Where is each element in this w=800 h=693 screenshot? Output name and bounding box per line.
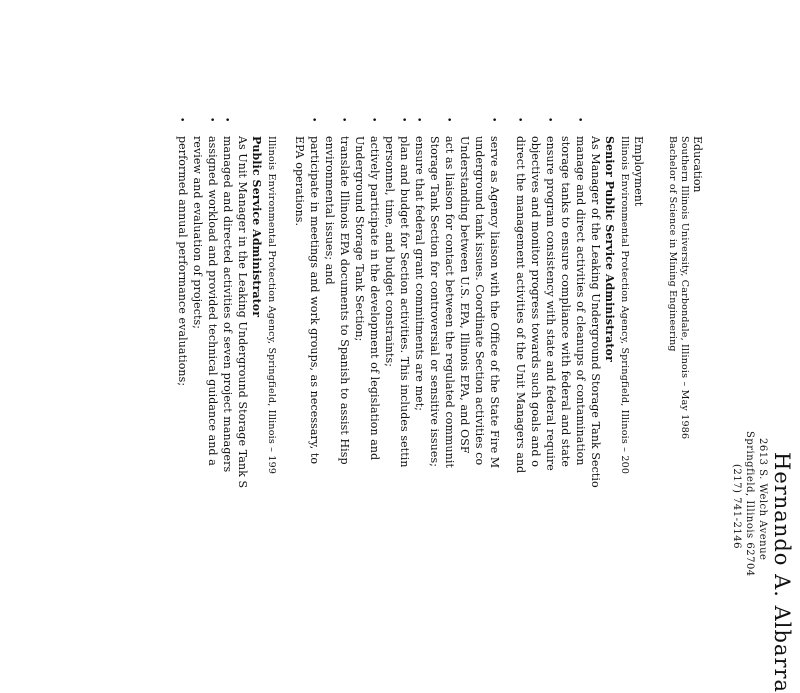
- job1-item-1: manage and direct activities of cleanups of contamination: [574, 136, 587, 466]
- job1-item-8: actively participate in the development of legislation and: [368, 136, 381, 461]
- job2-item-2b: review and evaluation of projects;: [191, 136, 204, 330]
- address-city: Springfield, Illinois 62704: [744, 431, 755, 577]
- job1-summary: As Manager of the Leaking Underground Storage Tank Sectio: [589, 136, 602, 488]
- job2-employer: Illinois Environmental Protection Agency, Springfield, Illinois – 199: [266, 136, 277, 475]
- phone-number: (217) 741-2146: [731, 464, 742, 549]
- job1-bullet-6: •: [413, 117, 423, 123]
- job2-item-1: managed and directed activities of seven project managers: [221, 136, 234, 473]
- job1-item-4c: Understanding between U.S. EPA, Illinois EPA, and OSF: [458, 136, 471, 454]
- job1-item-9b: environmental issues; and: [323, 136, 336, 285]
- job1-item-4: serve as Agency liaison with the Office of the State Fire M: [488, 136, 501, 469]
- job2-bullet-2: •: [206, 117, 216, 123]
- job1-item-5b: Storage Tank Section for controversial or sensitive issues;: [428, 136, 441, 468]
- education-school: Southern Illinois University, Carbondale, Illinois – May 1986: [679, 136, 690, 440]
- job2-item-3: performed annual performance evaluations;: [176, 136, 189, 387]
- education-heading: Education: [691, 136, 704, 193]
- job1-bullet-1: •: [574, 117, 584, 123]
- address-street: 2613 S. Welch Avenue: [757, 438, 768, 561]
- education-degree: Bachelor of Science in Mining Engineering: [667, 136, 678, 352]
- job1-employer: Illinois Environmental Protection Agency, Springfield, Illinois – 200: [619, 136, 630, 475]
- job1-bullet-3: •: [514, 117, 524, 123]
- applicant-name: Hernando A. Albarra: [770, 452, 794, 693]
- job1-item-9: translate Illinois EPA documents to Spanish to assist Hisp: [338, 136, 351, 465]
- job1-bullet-5: •: [443, 117, 453, 123]
- job1-item-2b: objectives and monitor progress towards such goals and o: [529, 136, 542, 467]
- job1-item-6: ensure that federal grant commitments are met;: [413, 136, 426, 412]
- job1-item-4b: underground tank issues. Coordinate Section activities co: [473, 136, 486, 466]
- job1-item-1b: storage tanks to ensure compliance with federal and state: [559, 136, 572, 467]
- job1-item-3: direct the management activities of the Unit Managers and: [514, 136, 527, 474]
- job1-item-10: participate in meetings and work groups, as necessary, to: [308, 136, 321, 465]
- job1-item-5: act as liaison for contact between the regulated communit: [443, 136, 456, 469]
- job1-bullet-8: •: [368, 117, 378, 123]
- job1-item-7: plan and budget for Section activities. This includes settin: [398, 136, 411, 468]
- employment-heading: Employment: [632, 136, 645, 207]
- job2-summary: As Unit Manager in the Leaking Underground Storage Tank S: [236, 136, 249, 489]
- job1-bullet-4: •: [488, 117, 498, 123]
- job2-bullet-1: •: [221, 117, 231, 123]
- job1-title: Senior Public Service Administrator: [603, 136, 616, 362]
- job1-item-2: ensure program consistency with state and federal require: [544, 136, 557, 471]
- job2-bullet-3: •: [176, 117, 186, 123]
- job2-item-2: assigned workload and provided technical guidance and a: [206, 136, 219, 466]
- job1-bullet-2: •: [544, 117, 554, 123]
- job1-item-10b: EPA operations.: [293, 136, 306, 227]
- job1-item-8b: Underground Storage Tank Section;: [353, 136, 366, 342]
- job1-bullet-7: •: [398, 117, 408, 123]
- job1-bullet-10: •: [308, 117, 318, 123]
- job1-item-7b: personnel, time, and budget constraints;: [383, 136, 396, 368]
- job1-bullet-9: •: [338, 117, 348, 123]
- job2-title: Public Service Administrator: [250, 136, 263, 318]
